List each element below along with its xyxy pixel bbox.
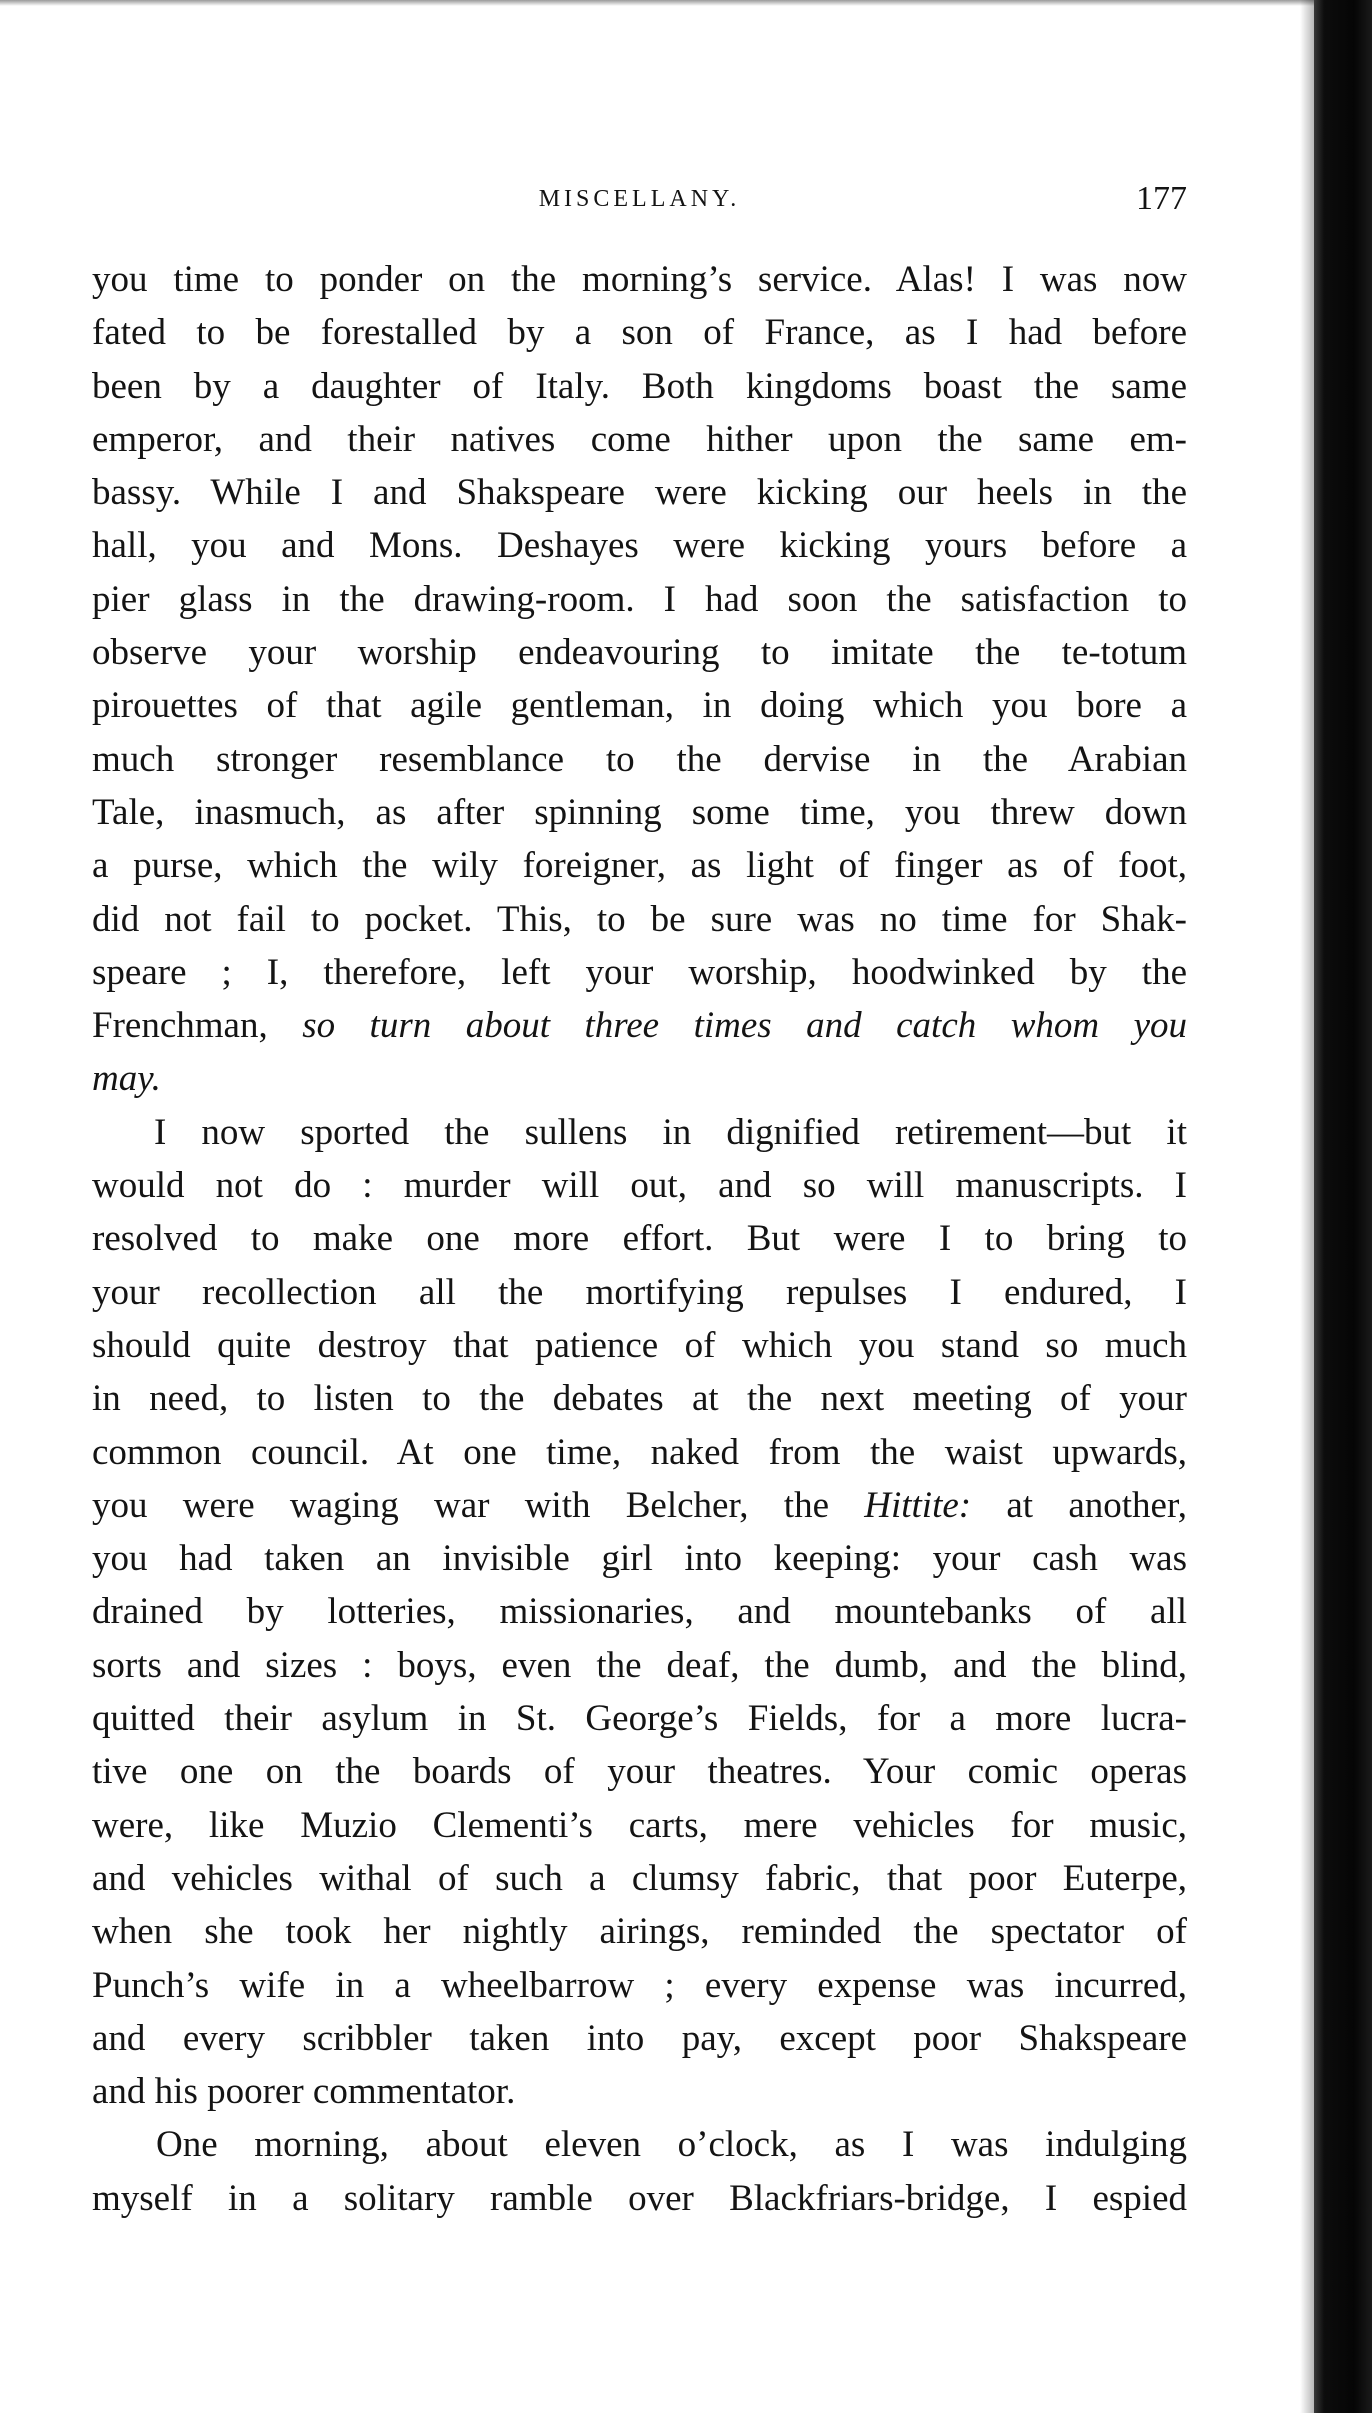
italic-run: Hittite:	[864, 1484, 972, 1526]
text-line: speare ; I, therefore, left your worship, hoodwinked by the	[92, 951, 1187, 993]
text-line: should quite destroy that patience of which you stand so much	[92, 1324, 1187, 1366]
text-run: you were waging war with Belcher, the	[92, 1484, 829, 1526]
text-line: a purse, which the wily foreigner, as light of finger as of foot,	[92, 845, 1187, 887]
text-line: pier glass in the drawing-room. I had soon the satisfaction to	[92, 578, 1187, 620]
text-line: pirouettes of that agile gentleman, in doing which you bore a	[92, 685, 1187, 727]
text-line: when she took her nightly airings, reminded the spectator of	[92, 1911, 1187, 1953]
text-line: emperor, and their natives come hither upon the same em-	[92, 418, 1187, 460]
text-line: much stronger resemblance to the dervise in the Arabian	[92, 738, 1187, 780]
text-line: would not do : murder will out, and so will manuscripts. I	[92, 1165, 1187, 1207]
body-text	[92, 253, 1187, 2225]
text-line: tive one on the boards of your theatres. Your comic operas	[92, 1751, 1187, 1793]
running-head	[92, 180, 1187, 230]
text-run: Frenchman,	[92, 1005, 268, 1047]
text-line-italic	[92, 1052, 1187, 1105]
page-edge-shadow	[1300, 0, 1314, 2413]
text-line: observe your worship endeavouring to imitate the te-totum	[92, 632, 1187, 674]
text-line: Tale, inasmuch, as after spinning some time, you threw down	[92, 791, 1187, 833]
page-top-edge	[0, 0, 1314, 6]
text-line: fated to be forestalled by a son of France, as I had before	[92, 312, 1187, 354]
text-line: and vehicles withal of such a clumsy fabric, that poor Euterpe,	[92, 1857, 1187, 1899]
text-run: at another,	[1006, 1484, 1188, 1526]
text-line: resolved to make one more effort. But were I to bring to	[92, 1218, 1187, 1260]
text-line: bassy. While I and Shakspeare were kicking our heels in the	[92, 472, 1187, 514]
text-line: common council. At one time, naked from the waist upwards,	[92, 1431, 1187, 1473]
italic-run: so turn about three times and catch whom you	[302, 1005, 1188, 1047]
text-line: were, like Muzio Clementi’s carts, mere vehicles for music,	[92, 1804, 1187, 1846]
text-line: Punch’s wife in a wheelbarrow ; every expense was incurred,	[92, 1964, 1187, 2006]
text-line-mixed	[92, 999, 1187, 1052]
text-line: been by a daughter of Italy. Both kingdoms boast the same	[92, 365, 1187, 407]
text-line: myself in a solitary ramble over Blackfriars-bridge, I espied	[92, 2177, 1187, 2219]
text-line: quitted their asylum in St. George’s Fields, for a more lucra-	[92, 1698, 1187, 1740]
text-line: did not fail to pocket. This, to be sure was no time for Shak-	[92, 898, 1187, 940]
running-title: MISCELLANY.	[538, 186, 741, 212]
paragraph-last-line: and his poorer commentator.	[92, 2071, 516, 2113]
text-line: you time to ponder on the morning’s service. Alas! I was now	[92, 259, 1187, 300]
paragraph-first-line: One morning, about eleven o’clock, as I was indulging	[156, 2124, 1187, 2166]
text-line: sorts and sizes : boys, even the deaf, the dumb, and the blind,	[92, 1644, 1187, 1686]
page-binding-edge	[1314, 0, 1372, 2413]
text-line: you had taken an invisible girl into keeping: your cash was	[92, 1538, 1187, 1580]
text-line: drained by lotteries, missionaries, and mountebanks of all	[92, 1591, 1187, 1633]
text-line: and every scribbler taken into pay, except poor Shakspeare	[92, 2017, 1187, 2059]
text-line-mixed	[92, 1479, 1187, 1532]
text-line: in need, to listen to the debates at the next meeting of your	[92, 1378, 1187, 1420]
text-line: hall, you and Mons. Deshayes were kicking yours before a	[92, 525, 1187, 567]
page-number: 177	[1136, 180, 1187, 217]
text-line: your recollection all the mortifying repulses I endured, I	[92, 1271, 1187, 1313]
italic-run: may.	[92, 1058, 161, 1100]
paragraph-first-line: I now sported the sullens in dignified retirement—but it	[154, 1111, 1187, 1153]
